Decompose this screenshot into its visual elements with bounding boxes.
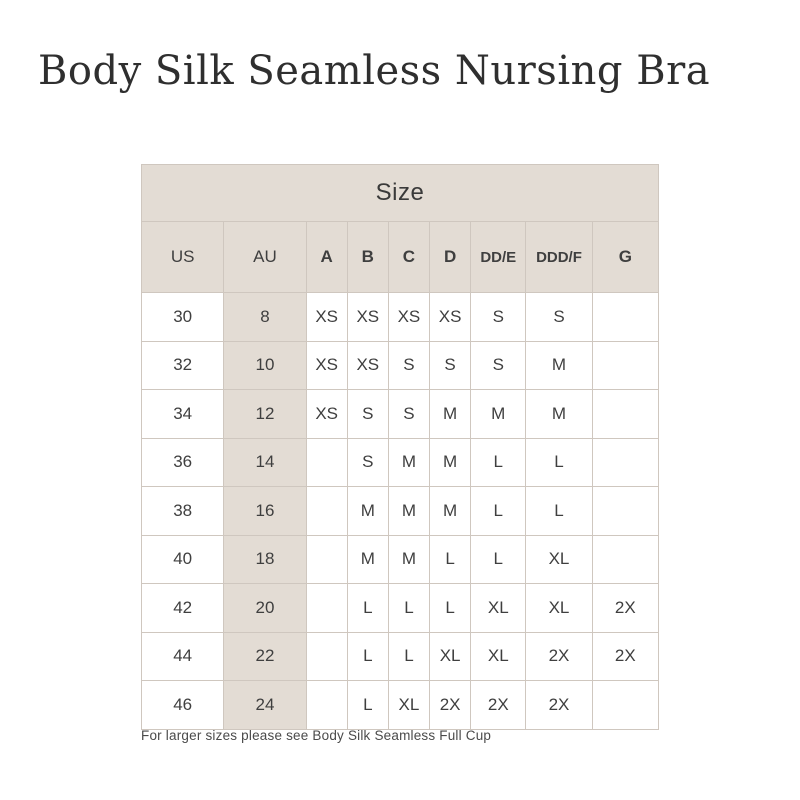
cell-cup-ddd-f: S [526, 293, 592, 342]
cell-cup-ddd-f: XL [526, 535, 592, 584]
cell-cup-b: M [347, 535, 388, 584]
cell-au: 20 [224, 584, 306, 633]
cell-cup-d: XL [430, 632, 471, 681]
cell-cup-d: S [430, 341, 471, 390]
cell-cup-b: XS [347, 293, 388, 342]
cell-cup-g [592, 438, 658, 487]
cell-au: 18 [224, 535, 306, 584]
cell-cup-b: L [347, 584, 388, 633]
cell-cup-a [306, 487, 347, 536]
cell-cup-a: XS [306, 390, 347, 439]
cell-cup-a [306, 681, 347, 730]
cell-cup-ddd-f: L [526, 487, 592, 536]
cell-us: 34 [142, 390, 224, 439]
column-header-g: G [592, 222, 658, 293]
cell-cup-ddd-f: M [526, 341, 592, 390]
cell-cup-g: 2X [592, 632, 658, 681]
cell-cup-a [306, 632, 347, 681]
cell-cup-d: L [430, 584, 471, 633]
cell-us: 44 [142, 632, 224, 681]
cell-cup-g [592, 341, 658, 390]
cell-cup-g [592, 487, 658, 536]
cell-us: 36 [142, 438, 224, 487]
table-row [142, 632, 659, 681]
cell-cup-d: M [430, 390, 471, 439]
cell-cup-c: M [388, 535, 429, 584]
table-row [142, 487, 659, 536]
cell-cup-dd-e: S [471, 341, 526, 390]
size-table-container [141, 164, 659, 730]
cell-au: 24 [224, 681, 306, 730]
cell-cup-dd-e: 2X [471, 681, 526, 730]
size-table [141, 164, 659, 730]
cell-cup-dd-e: S [471, 293, 526, 342]
column-header-b: B [347, 222, 388, 293]
cell-cup-c: M [388, 438, 429, 487]
cell-cup-c: S [388, 390, 429, 439]
table-row [142, 535, 659, 584]
column-header-a: A [306, 222, 347, 293]
cell-cup-c: S [388, 341, 429, 390]
cell-us: 40 [142, 535, 224, 584]
cell-cup-b: XS [347, 341, 388, 390]
cell-cup-ddd-f: L [526, 438, 592, 487]
table-row [142, 584, 659, 633]
cell-au: 16 [224, 487, 306, 536]
cell-cup-dd-e: M [471, 390, 526, 439]
cell-us: 30 [142, 293, 224, 342]
cell-cup-c: XS [388, 293, 429, 342]
table-group-header-row [142, 165, 659, 222]
column-header-dd-e: DD/E [471, 222, 526, 293]
cell-cup-b: L [347, 632, 388, 681]
cell-cup-a [306, 438, 347, 487]
footnote: For larger sizes please see Body Silk Seamless Full Cup [141, 728, 492, 743]
cell-cup-b: L [347, 681, 388, 730]
cell-us: 46 [142, 681, 224, 730]
cell-cup-dd-e: XL [471, 584, 526, 633]
cell-cup-ddd-f: M [526, 390, 592, 439]
cell-cup-g: 2X [592, 584, 658, 633]
cell-cup-dd-e: L [471, 535, 526, 584]
cell-cup-dd-e: XL [471, 632, 526, 681]
size-group-header: Size [142, 165, 659, 222]
cell-cup-ddd-f: 2X [526, 681, 592, 730]
cell-cup-b: M [347, 487, 388, 536]
column-header-us: US [142, 222, 224, 293]
cell-cup-g [592, 681, 658, 730]
table-row [142, 341, 659, 390]
cell-cup-a: XS [306, 341, 347, 390]
cell-cup-d: 2X [430, 681, 471, 730]
cell-us: 38 [142, 487, 224, 536]
cell-cup-b: S [347, 390, 388, 439]
cell-cup-c: L [388, 584, 429, 633]
cell-cup-g [592, 293, 658, 342]
cell-us: 32 [142, 341, 224, 390]
column-header-c: C [388, 222, 429, 293]
cell-au: 14 [224, 438, 306, 487]
table-column-header-row [142, 222, 659, 293]
column-header-d: D [430, 222, 471, 293]
cell-au: 22 [224, 632, 306, 681]
size-table-body [142, 293, 659, 730]
cell-cup-d: XS [430, 293, 471, 342]
table-row [142, 293, 659, 342]
cell-cup-ddd-f: 2X [526, 632, 592, 681]
cell-cup-b: S [347, 438, 388, 487]
cell-cup-c: XL [388, 681, 429, 730]
cell-cup-a [306, 535, 347, 584]
cell-cup-d: M [430, 487, 471, 536]
cell-cup-c: M [388, 487, 429, 536]
cell-us: 42 [142, 584, 224, 633]
cell-au: 10 [224, 341, 306, 390]
table-row [142, 681, 659, 730]
cell-cup-c: L [388, 632, 429, 681]
cell-cup-a [306, 584, 347, 633]
column-header-ddd-f: DDD/F [526, 222, 592, 293]
table-row [142, 438, 659, 487]
table-row [142, 390, 659, 439]
cell-cup-d: L [430, 535, 471, 584]
page-title: Body Silk Seamless Nursing Bra [38, 48, 711, 94]
cell-cup-d: M [430, 438, 471, 487]
column-header-au: AU [224, 222, 306, 293]
cell-cup-g [592, 535, 658, 584]
cell-au: 8 [224, 293, 306, 342]
cell-cup-dd-e: L [471, 487, 526, 536]
cell-cup-g [592, 390, 658, 439]
cell-cup-ddd-f: XL [526, 584, 592, 633]
cell-cup-a: XS [306, 293, 347, 342]
cell-au: 12 [224, 390, 306, 439]
cell-cup-dd-e: L [471, 438, 526, 487]
